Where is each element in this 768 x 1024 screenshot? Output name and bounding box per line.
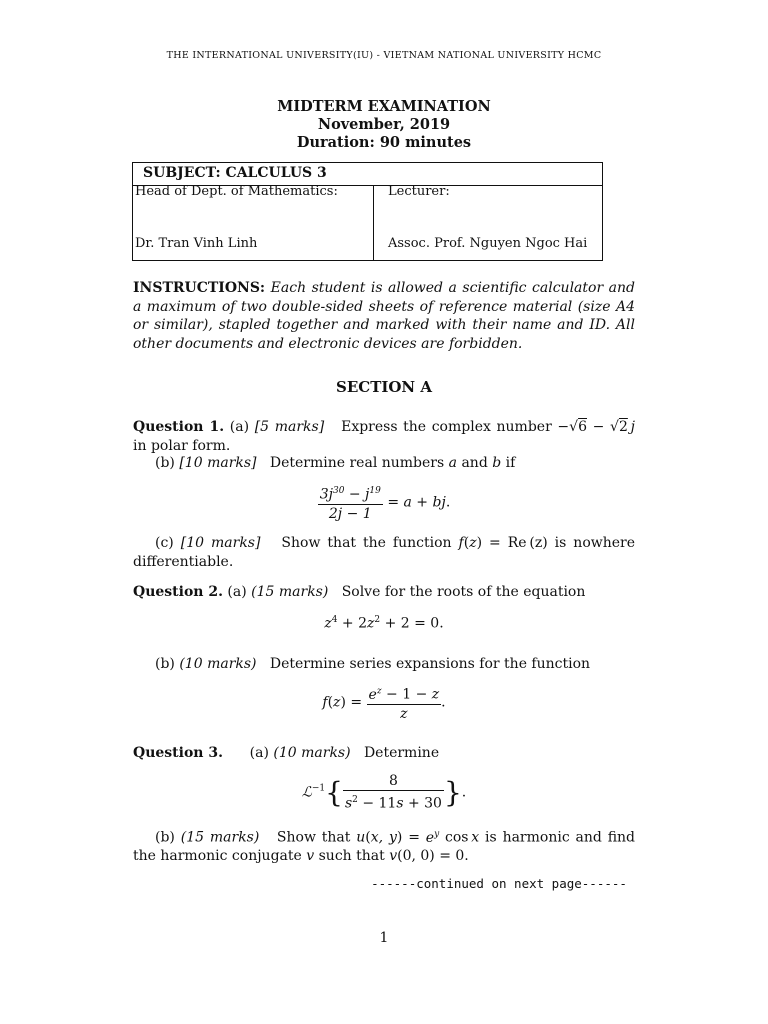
question-3b: (b) (15 marks) Show that u(x, $y) = e^y$ cos x is harmonic and find the harmonic conjugate v such that v(0, 0) = 0. — [133, 829, 636, 865]
university-header: THE INTERNATIONAL UNIVERSITY(IU) - VIETNAM NATIONAL UNIVERSITY HCMC — [166, 50, 602, 61]
part-label: (a) — [227, 584, 247, 600]
lecturer-name: Assoc. Prof. Nguyen Ngoc Hai — [388, 236, 588, 251]
question-text: Show that — [276, 829, 351, 846]
question-text: in polar form. — [133, 437, 231, 454]
page-number: 1 — [379, 930, 389, 946]
instructions-label: INSTRUCTIONS: — [133, 280, 266, 296]
question-text: Express the complex number — [341, 419, 552, 435]
marks-label: [10 marks] — [179, 455, 257, 471]
question-text: Determine — [363, 745, 440, 761]
condition-math: v(0, 0) = 0. — [389, 848, 469, 865]
question-text: is harmonic and find the harmonic conjugate — [133, 829, 636, 865]
continued-note: ------continued on next page------ — [371, 876, 627, 891]
complex-number-math: −√6 − √2 j — [557, 419, 635, 435]
question-1b: (b) [10 marks] Determine real numbers a and b if — [155, 455, 516, 471]
function-math: f(z) = Re (z) — [458, 535, 548, 551]
question-1c — [133, 534, 635, 571]
subject-label: SUBJECT: CALCULUS 3 — [143, 165, 327, 181]
exam-title: MIDTERM EXAMINATION — [277, 98, 491, 115]
question-text: Solve for the roots of the equation — [341, 584, 586, 600]
equation-3a: ℒ$^{-1}${ $\frac{8}{s^2 - 11s + 30}$ }. — [301, 773, 467, 812]
question-2-label: Question 2. — [133, 584, 223, 600]
lecturer-label: Lecturer: — [388, 184, 450, 199]
harmonic-function-math: u(x, $y) = e^y$ cos x — [356, 829, 480, 846]
head-name: Dr. Tran Vinh Linh — [135, 236, 258, 251]
part-label: (a) — [249, 745, 269, 761]
question-3-label: Question 3. — [133, 745, 223, 761]
equation-2b: f(z) = $\frac{e^z - 1 - z}{z}$ . — [0, 682, 768, 723]
subject-info-box — [132, 162, 603, 261]
question-text: Determine real numbers — [269, 455, 445, 471]
question-text: such that — [318, 848, 385, 865]
exam-date: November, 2019 — [317, 116, 451, 133]
question-text: Determine series expansions for the function — [269, 656, 591, 672]
equation-1b: $\frac{3j^{30} - j^{19}}{2j - 1}$ = a + bj. — [0, 482, 768, 523]
marks-label: [5 marks] — [254, 419, 325, 435]
section-title: SECTION A — [335, 378, 433, 396]
part-label: (b) — [155, 656, 175, 672]
marks-label: (15 marks) — [251, 584, 329, 600]
equation-2a: $z^4 + 2z^2 + 2 = 0$. — [324, 615, 444, 632]
question-1-label: Question 1. — [133, 419, 225, 435]
instructions-text: Each student is allowed a scientific calculator and a maximum of two double-sided sheets of reference material (size A4 or similar), stapled together and marked with their name and ID. All other documents and electronic devices are forbidden. — [133, 280, 635, 352]
marks-label: (15 marks) — [180, 829, 260, 846]
head-label: Head of Dept. of Mathematics: — [135, 184, 338, 199]
question-text: is nowhere differentiable. — [133, 535, 636, 570]
part-label: (b) — [155, 455, 175, 471]
question-1a — [133, 418, 635, 455]
part-label: (a) — [229, 419, 250, 435]
instructions — [133, 279, 635, 353]
box-column-divider — [373, 185, 374, 260]
marks-label: (10 marks) — [179, 656, 257, 672]
question-2b — [133, 655, 635, 674]
question-text: and — [461, 455, 488, 471]
question-2a — [133, 583, 635, 602]
marks-label: (10 marks) — [273, 745, 351, 761]
marks-label: [10 marks] — [180, 535, 261, 551]
question-text: if — [505, 455, 516, 471]
exam-duration: Duration: 90 minutes — [296, 134, 472, 151]
part-label: (c) — [155, 535, 174, 551]
question-text: Show that the function — [281, 535, 452, 551]
question-3a — [133, 744, 635, 763]
part-label: (b) — [155, 829, 175, 846]
